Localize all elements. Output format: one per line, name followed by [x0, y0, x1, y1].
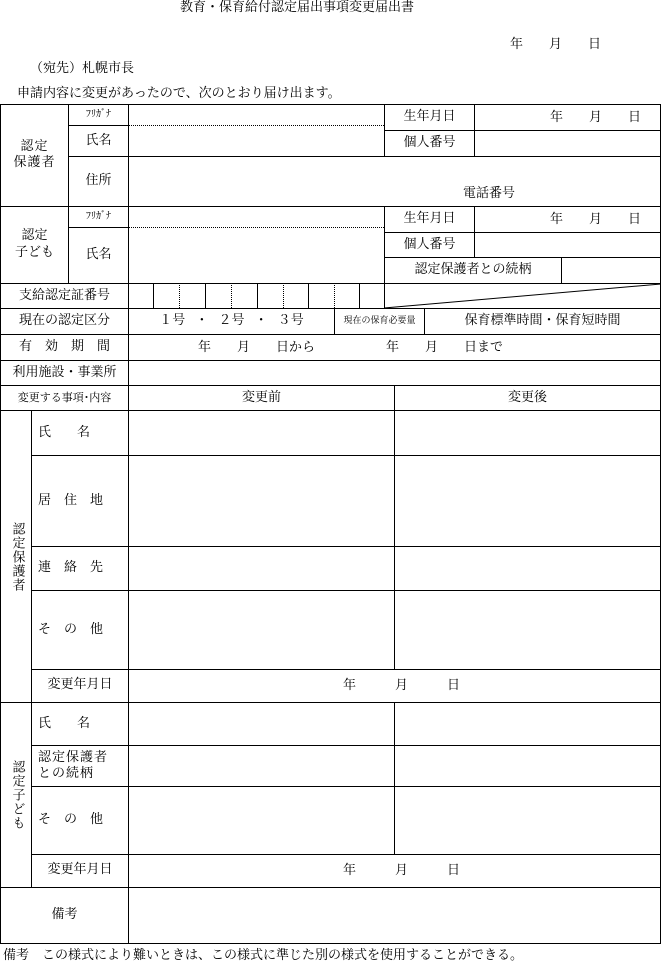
- validity-label: 有 効 期 間: [18, 339, 110, 355]
- certificate-number-label: 支給認定証番号: [18, 287, 110, 303]
- form-title: 教育・保育給付認定届出事項変更届出書: [180, 0, 415, 15]
- validity-to[interactable]: 年 月 日まで: [386, 340, 504, 355]
- changes-after-header: 変更後: [507, 389, 547, 405]
- submission-date: 年 月 日: [510, 37, 602, 52]
- changes-item-header: 変更する事項･内容: [17, 390, 112, 404]
- child-change-relation: 認定保護者 との続柄: [38, 749, 109, 781]
- category-options[interactable]: １号 ・ ２号 ・ ３号: [159, 313, 304, 329]
- guardian-changes-section: 認定保護者: [9, 521, 25, 592]
- child-change-date-value[interactable]: 年 月 日: [343, 863, 461, 878]
- changes-before-header: 変更前: [241, 389, 281, 405]
- footer-note: 備考 この様式により難いときは、この様式に準じた別の様式を使用することができる。: [3, 948, 524, 963]
- guardian-name-label: 氏名: [85, 132, 112, 148]
- child-changes-section: 認定子ども: [9, 759, 25, 830]
- remarks-label: 備考: [51, 907, 78, 923]
- guardian-birthdate-label: 生年月日: [403, 108, 456, 124]
- care-need-label: 現在の保育必要量: [343, 316, 416, 327]
- care-need-options[interactable]: 保育標準時間・保育短時間: [464, 313, 621, 329]
- child-relation-label: 認定保護者との続柄: [414, 261, 532, 277]
- current-category-label: 現在の認定区分: [18, 313, 110, 329]
- child-personal-number-label: 個人番号: [403, 236, 456, 252]
- guardian-change-residence: 居 住 地: [38, 492, 104, 508]
- guardian-section-label: 認定 保護者: [13, 138, 56, 170]
- guardian-change-name: 氏 名: [38, 424, 91, 440]
- guardian-birthdate-value[interactable]: 年 月 日: [550, 110, 642, 125]
- certificate-diagonal: [384, 283, 661, 309]
- child-furigana-label: ﾌﾘｶﾞﾅ: [86, 211, 111, 223]
- child-section-label: 認定 子ども: [14, 228, 54, 260]
- child-birthdate-label: 生年月日: [403, 210, 456, 226]
- validity-from[interactable]: 年 月 日から: [198, 340, 316, 355]
- facility-label: 利用施設・事業所: [12, 364, 117, 380]
- guardian-change-other: そ の 他: [38, 621, 104, 637]
- guardian-personal-number-label: 個人番号: [403, 135, 456, 151]
- intro-text: 申請内容に変更があったので、次のとおり届け出ます。: [17, 86, 341, 101]
- addressee: （宛先）札幌市長: [30, 61, 135, 76]
- guardian-change-contact: 連 絡 先: [38, 560, 104, 576]
- guardian-address-label: 住所: [85, 172, 112, 188]
- child-name-label: 氏名: [85, 246, 112, 262]
- child-birthdate-value[interactable]: 年 月 日: [550, 212, 642, 227]
- guardian-furigana-label: ﾌﾘｶﾞﾅ: [86, 109, 111, 121]
- guardian-change-date-label: 変更年月日: [47, 677, 113, 693]
- guardian-change-date-value[interactable]: 年 月 日: [343, 678, 461, 693]
- child-change-date-label: 変更年月日: [47, 862, 113, 878]
- child-change-other: そ の 他: [38, 812, 104, 828]
- guardian-phone-label: 電話番号: [463, 186, 516, 201]
- child-change-name: 氏 名: [38, 715, 91, 731]
